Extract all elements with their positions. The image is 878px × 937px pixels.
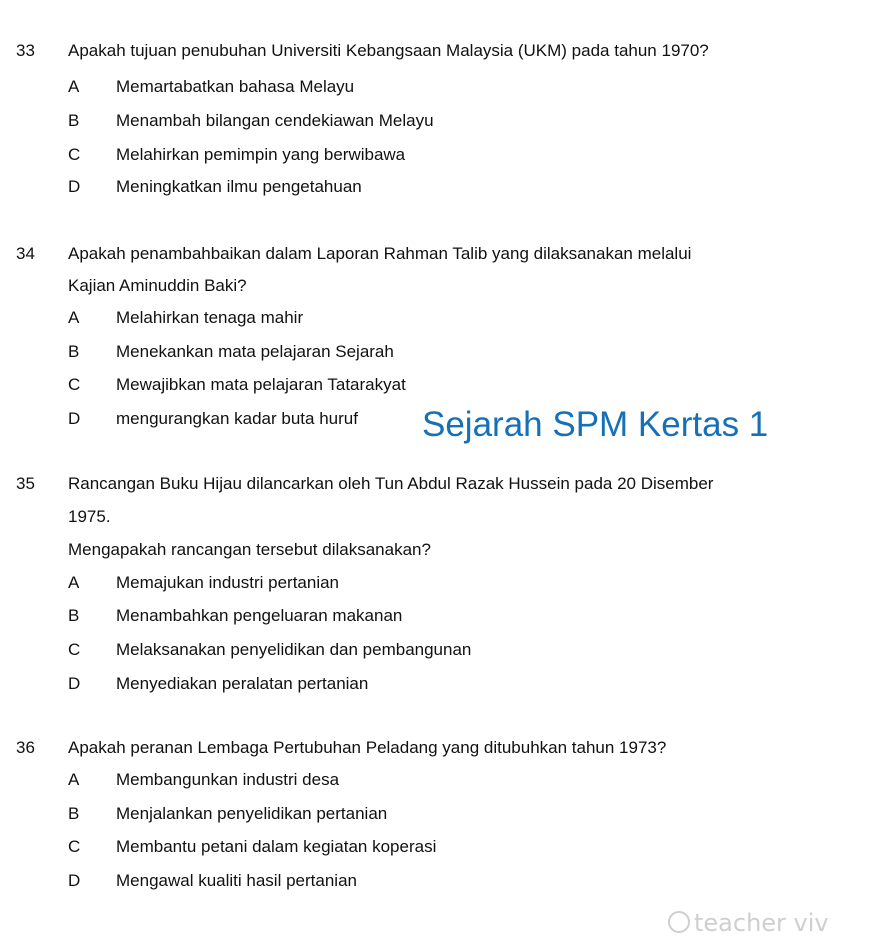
option-letter: D	[68, 674, 81, 693]
option-text: Mewajibkan mata pelajaran Tatarakyat	[116, 375, 406, 394]
option-letter: D	[68, 177, 81, 196]
option-letter: C	[68, 145, 81, 164]
watermark-text: teacher viv	[694, 909, 829, 937]
option-text: Membangunkan industri desa	[116, 770, 340, 789]
question-number: 33	[16, 41, 35, 60]
question-number: 34	[16, 244, 35, 263]
title-banner: Sejarah SPM Kertas 1	[422, 405, 769, 444]
option-letter: A	[68, 77, 80, 96]
question-text: Kajian Aminuddin Baki?	[68, 276, 247, 295]
option-letter: B	[68, 342, 80, 361]
question-text: Rancangan Buku Hijau dilancarkan oleh Tun Abdul Razak Hussein pada 20 Disember	[68, 474, 714, 493]
option-letter: B	[68, 804, 80, 823]
watermark	[668, 910, 829, 936]
option-letter: C	[68, 837, 81, 856]
option-letter: D	[68, 871, 81, 890]
question-text: Apakah penambahbaikan dalam Laporan Rahman Talib yang dilaksanakan melalui	[68, 244, 692, 263]
question-text: Apakah tujuan penubuhan Universiti Kebangsaan Malaysia (UKM) pada tahun 1970?	[68, 41, 709, 60]
option-text: Menambahkan pengeluaran makanan	[116, 606, 403, 625]
option-letter: B	[68, 111, 80, 130]
tiktok-logo-icon	[668, 911, 690, 933]
option-text: Melahirkan pemimpin yang berwibawa	[116, 145, 406, 164]
option-text: Mengawal kualiti hasil pertanian	[116, 871, 357, 890]
question-text: Apakah peranan Lembaga Pertubuhan Peladang yang ditubuhkan tahun 1973?	[68, 738, 667, 757]
option-text: Memartabatkan bahasa Melayu	[116, 77, 355, 96]
option-letter: D	[68, 409, 81, 428]
option-letter: A	[68, 573, 80, 592]
option-letter: C	[68, 375, 81, 394]
option-text: Meningkatkan ilmu pengetahuan	[116, 177, 362, 196]
option-text: Memajukan industri pertanian	[116, 573, 340, 592]
option-letter: A	[68, 308, 80, 327]
option-letter: B	[68, 606, 80, 625]
option-text: Melahirkan tenaga mahir	[116, 308, 304, 327]
option-text: Membantu petani dalam kegiatan koperasi	[116, 837, 437, 856]
option-letter: A	[68, 770, 80, 789]
question-text: Mengapakah rancangan tersebut dilaksanakan?	[68, 540, 431, 559]
option-text: Menambah bilangan cendekiawan Melayu	[116, 111, 434, 130]
question-number: 36	[16, 738, 35, 757]
question-text: 1975.	[68, 507, 111, 526]
option-letter: C	[68, 640, 81, 659]
option-text: Melaksanakan penyelidikan dan pembangunan	[116, 640, 472, 659]
option-text: Menjalankan penyelidikan pertanian	[116, 804, 388, 823]
question-number: 35	[16, 474, 35, 493]
option-text: Menyediakan peralatan pertanian	[116, 674, 369, 693]
option-text: mengurangkan kadar buta huruf	[116, 409, 358, 428]
option-text: Menekankan mata pelajaran Sejarah	[116, 342, 394, 361]
